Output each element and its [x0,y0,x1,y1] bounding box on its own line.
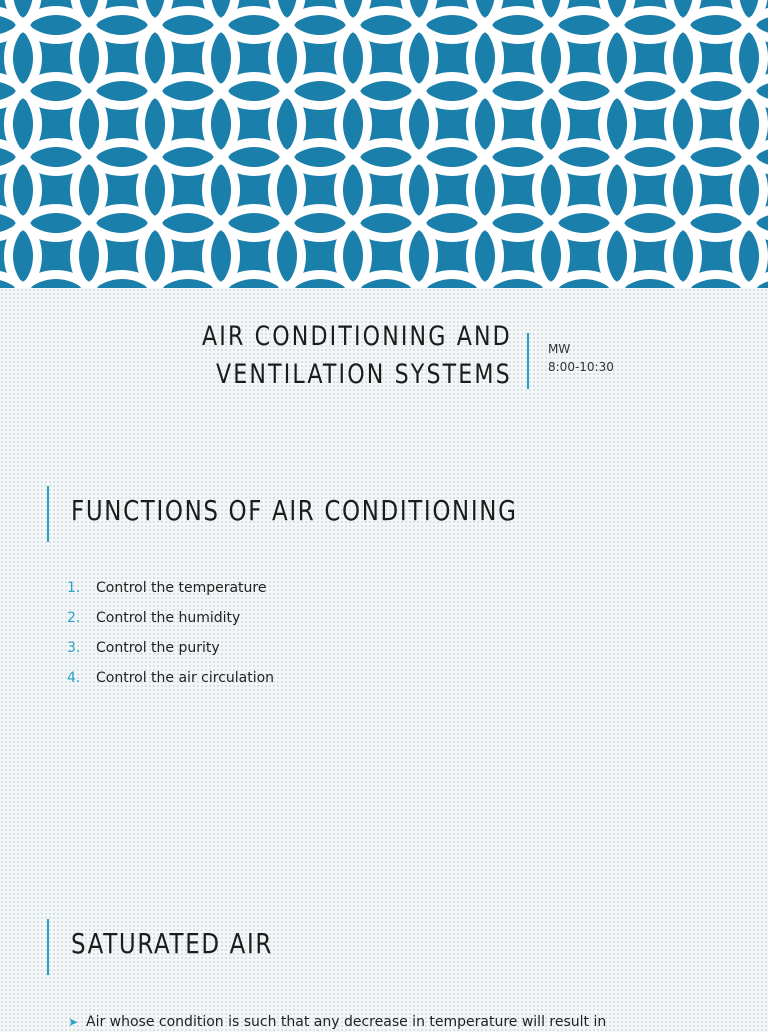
list-text: Control the humidity [96,610,241,626]
list-number: 1. [67,580,81,596]
title-block [134,318,512,394]
heading-accent-bar [47,919,49,975]
decorative-pattern-band [0,0,768,288]
list-text: Control the temperature [96,580,267,596]
functions-heading: FUNCTIONS OF AIR CONDITIONING [71,494,518,527]
schedule-time: 8:00-10:30 [548,360,614,374]
functions-list [67,578,274,698]
list-text: Control the purity [96,640,220,656]
list-number: 3. [67,640,81,656]
schedule-block [548,340,614,376]
heading-accent-bar [47,486,49,542]
title-divider [527,333,529,389]
list-number: 4. [67,670,81,686]
title-slide [0,0,768,450]
saturated-air-heading: SATURATED AIR [71,927,273,960]
arrow-bullet-icon: ➤ [68,1015,79,1029]
list-number: 2. [67,610,81,626]
bullet-item [68,1012,606,1032]
list-item [67,608,274,638]
list-text: Control the air circulation [96,670,275,686]
slide-title-line-1: AIR CONDITIONING AND [202,321,512,352]
saturated-air-slide [0,880,768,1030]
list-item [67,578,274,608]
schedule-days: MW [548,342,571,356]
list-item [67,668,274,698]
bullet-text: Air whose condition is such that any decrease in temperature will result in [86,1014,607,1030]
list-item [67,638,274,668]
circle-lattice-pattern [0,0,768,288]
functions-slide [0,450,768,880]
slide-title-line-2: VENTILATION SYSTEMS [216,359,512,390]
